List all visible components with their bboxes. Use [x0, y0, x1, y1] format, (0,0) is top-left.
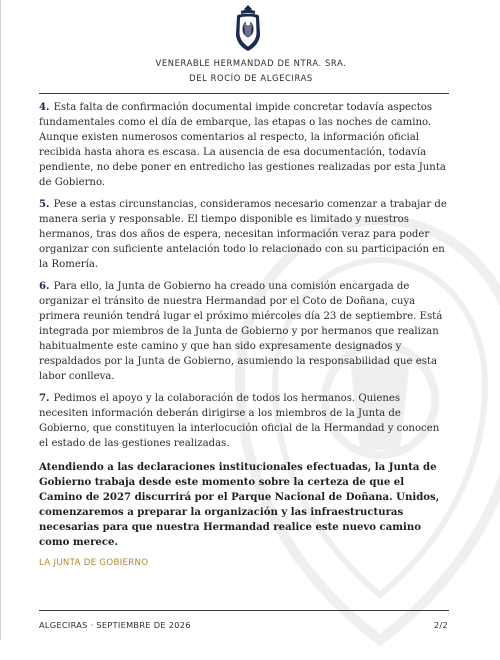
paragraph-number: 7. [39, 392, 50, 404]
paragraph-number: 4. [39, 101, 50, 113]
brotherhood-crest-icon [231, 4, 265, 52]
paragraph-text: Pese a estas circunstancias, consideramos necesario comenzar a trabajar de manera seria y responsable. El tiempo disponible es limitado y nuestros hermanos, tras dos años de espera, necesitan información veraz para poder organizar con suficiente antelación todo lo relacionado con su participación en la Romería. [39, 199, 447, 270]
paragraph-number: 5. [39, 198, 50, 210]
footer-divider [39, 610, 449, 611]
paragraph-text: Para ello, la Junta de Gobierno ha creado una comisión encargada de organizar el tránsito de nuestra Hermandad por el Coto de Doñana, cuya primera reunión tendrá lugar el próximo miércoles día 23 de septiembre. Está integrada por miembros de la Junta de Gobierno y por hermanos que realizan habitualmente este camino y que han sido expresamente designados y respaldados por la Junta de Gobierno, asumiendo la responsabilidad que esta labor conlleva. [39, 281, 443, 382]
letter-body [39, 100, 449, 568]
paragraph-number: 6. [39, 280, 50, 292]
paragraph-text: Esta falta de confirmación documental impide concretar todavía aspectos fundamentales como el día de embarque, las etapas o las noches de camino. Aunque existen numerosos comentarios al respecto, la información oficial recibida hasta ahora es escasa. La ausencia de esa documentación, todavía pendiente, no debe poner en entredicho las gestiones realizadas por esta Junta de Gobierno. [39, 102, 446, 188]
paragraph-text: Pedimos el apoyo y la colaboración de todos los hermanos. Quienes necesiten información deberán dirigirse a los miembros de la Junta de Gobierno, que constituyen la interlocución oficial de la Hermandad y conocen el estado de las gestiones realizadas. [39, 393, 440, 449]
org-name-line-2: DEL ROCÍO DE ALGECIRAS [189, 73, 313, 83]
org-name-line-1: VENERABLE HERMANDAD DE NTRA. SRA. [155, 58, 347, 68]
numbered-paragraph-5 [39, 197, 449, 272]
numbered-paragraph-6 [39, 279, 449, 384]
numbered-paragraph-7 [39, 391, 449, 451]
signature: LA JUNTA DE GOBIERNO [39, 558, 149, 568]
closing-statement: Atendiendo a las declaraciones institucionales efectuadas, la Junta de Gobierno trabaja desde este momento sobre la certeza de que el Camino de 2027 discurrirá por el Parque Nacional de Doñana. Unidos, comenzaremos a preparar la organización y las infraestructuras necesarias para que nuestra Hermandad realice este nuevo camino como merece. [39, 461, 440, 548]
page-number: 2/2 [433, 620, 448, 630]
numbered-paragraph-4 [39, 100, 449, 190]
header-divider [39, 93, 449, 94]
footer-location-date: ALGECIRAS · SEPTIEMBRE DE 2026 [39, 620, 191, 630]
